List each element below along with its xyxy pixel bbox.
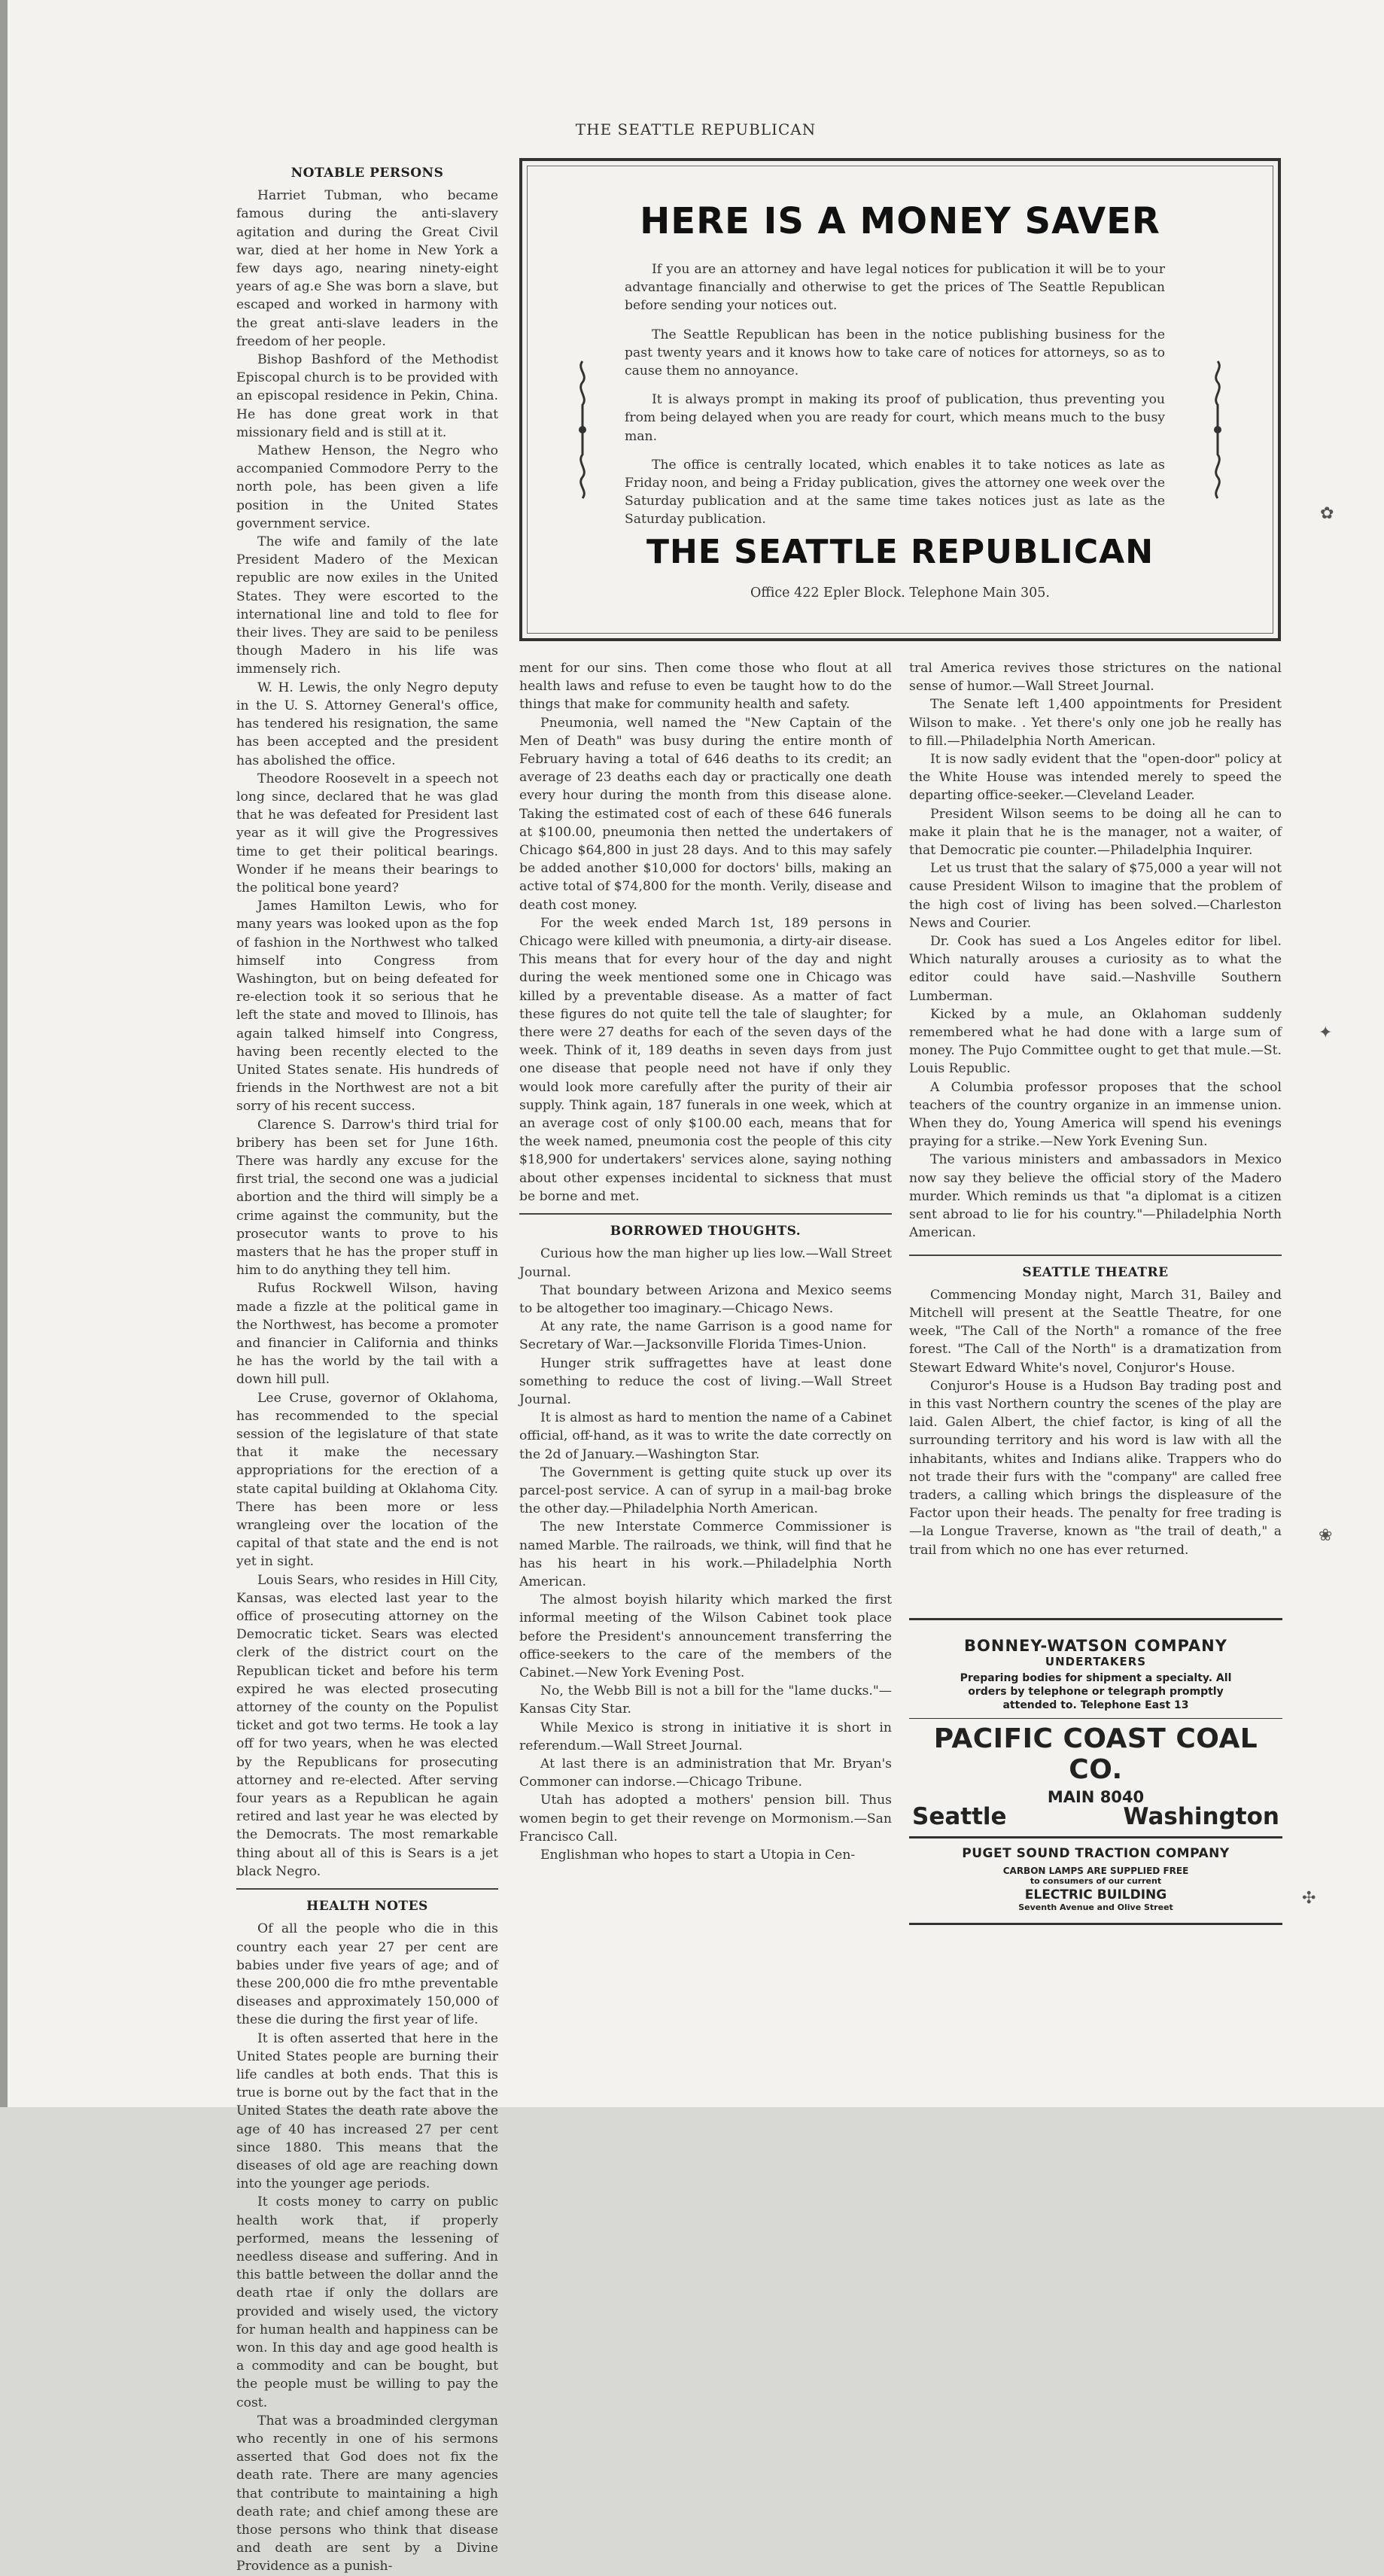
newspaper-page (8, 0, 1384, 2574)
ad-paragraph: It is always prompt in making its proof of publication, thus preventing you from being delayed when you are ready for court, which means much to the busy man. (625, 392, 1165, 444)
city: Seattle (912, 1803, 1007, 1830)
paragraph: The wife and family of the late President Madero of the Mexican republic are now exiles in the United States. They were escorted to the international line and told to flee for their lives. They are said to be peniless though Madero in his life was immensely rich. (236, 534, 498, 677)
paragraph: It is now sadly evident that the "open-door" policy at the White House was intended merely to speed the departing office-seeker.—Cleveland Leader. (909, 752, 1282, 804)
paragraph: It is often asserted that here in the United States people are burning their life candles at both ends. That this is true is borne out by the fact that in the United States the death rate above the age of 40 has increased 27 per cent since 1880. This means that the diseases of old age are reaching down into the younger age periods. (236, 2030, 498, 2192)
paragraph: At any rate, the name Garrison is a good name for Secretary of War.—Jacksonville Florida Times-Union. (519, 1319, 892, 1353)
section-title-notable: NOTABLE PERSONS (290, 166, 444, 181)
electric-building-address: Seventh Avenue and Olive Street (1018, 1902, 1173, 1912)
column-left (236, 160, 498, 2576)
paragraph: Curious how the man higher up lies low.—Wall Street Journal. (519, 1246, 892, 1280)
right-scroll-ornament-icon (1210, 358, 1225, 501)
paragraph: Let us trust that the salary of $75,000 a year will not cause President Wilson to imagine that the problem of the high cost of living has been solved.—Charleston News and Courier. (909, 861, 1282, 931)
paragraph: That was a broadminded clergyman who recently in one of his sermons asserted that God does not fix the death rate. There are many agencies that contribute to maintaining a high death rate; and chief among these are those persons who think that disease and death are sent by a Divine Providence as a punish- (236, 2413, 498, 2574)
column-middle (519, 659, 892, 1864)
paragraph: James Hamilton Lewis, who for many years was looked upon as the fop of fashion in the Northwest who talked himself into Congress from Washington, but on being defeated for re-election took it so serious that he left the state and moved to Illinois, has again talked himself into Congress, having been recently elected to the United States senate. His hundreds of friends in the Northwest are not a bit sorry of his recent success. (236, 899, 498, 1115)
paragraph: Conjuror's House is a Hudson Bay trading post and in this vast Northern country the scenes of the play are laid. Galen Albert, the chief factor, is king of all the surrounding territory and his word is law with all the inhabitants, whites and Indians alike. Trappers who do not trade their furs with the "company" are called free traders, a calling which brings the displeasure of the Factor upon their heads. The penalty for free trading is—la Longue Traverse, known as "the trail of death," a trail from which no one has ever returned. (909, 1378, 1282, 1558)
pacific-coast-coal-name: PACIFIC COAST COAL CO. (933, 1723, 1258, 1785)
paragraph: Englishman who hopes to start a Utopia in Cen- (540, 1848, 856, 1863)
paragraph: For the week ended March 1st, 189 persons in Chicago were killed with pneumonia, a dirty-air disease. This means that for every hour of the day and night during the week mentioned some one in Chicago was killed by a preventable disease. As a matter of fact these figures do not quite tell the tale of slaughter; for there were 27 deaths for each of the seven days of the week. Think of it, 189 deaths in seven days from just one disease that people need not have if only they would look more carefully after the purity of their air supply. Think again, 187 funerals in one week, which at an average cost of only $100.00 each, means that for the week named, pneumonia cost the people of this city $18,900 for undertakers' services alone, saying nothing about other expenses incidental to sickness that must be borne and met. (519, 915, 892, 1204)
money-saver-ad (519, 158, 1281, 641)
paragraph: The new Interstate Commerce Commissioner is named Marble. The railroads, we think, will find that he has his heart in his work.—Philadelphia North American. (519, 1519, 892, 1589)
puget-sound-traction-text: CARBON LAMPS ARE SUPPLIED FREE (1002, 1866, 1189, 1876)
state: Washington (1123, 1803, 1279, 1830)
section-title-borrowed: BORROWED THOUGHTS. (610, 1224, 802, 1239)
paragraph: ment for our sins. Then come those who flout at all health laws and refuse to even be taught how to do the things that make for community health and safety. (519, 661, 892, 713)
paragraph: Commencing Monday night, March 31, Bailey and Mitchell will present at the Seattle Theatre, for one week, "The Call of the North" a romance of the free forest. "The Call of the North" is a dramatization from Stewart Edward White's novel, Conjuror's House. (909, 1287, 1282, 1376)
paragraph: tral America revives those strictures on the national sense of humor.—Wall Street Journal. (909, 661, 1282, 695)
paragraph: Pneumonia, well named the "New Captain of the Men of Death" was busy during the entire month of February having a total of 646 deaths to its credit; an average of 23 deaths each day or practically one death every hour during the month from this disease alone. Taking the estimated cost of each of these 646 funerals at $100.00, pneumonia then netted the undertakers of Chicago $64,800 in just 28 days. And to this may safely be added another $10,000 for doctors' bills, making an active total of $74,800 for the month. Verily, disease and death cost money. (519, 715, 892, 913)
left-scroll-ornament-icon (575, 358, 590, 501)
column-right (909, 659, 1282, 1559)
business-ads (909, 1618, 1282, 1925)
ink-speck-icon: ✣ (1302, 1889, 1316, 1908)
paragraph: President Wilson seems to be doing all he can to make it plain that he is the manager, not a waiter, of that Democratic pie counter.—Philadelphia Inquirer. (909, 806, 1282, 859)
section-divider (236, 1888, 498, 1890)
ad-paper-name: THE SEATTLE REPUBLICAN (646, 533, 1154, 571)
bonney-watson-text: Preparing bodies for shipment a specialty. All orders by telephone or telegraph promptly attended to. Telephone East 13 (960, 1672, 1232, 1711)
paragraph: Utah has adopted a mothers' pension bill. Thus women begin to get their revenge on Mormonism.—San Francisco Call. (519, 1793, 892, 1845)
health-paragraphs (236, 1920, 498, 2575)
section-title-theatre: SEATTLE THEATRE (1022, 1264, 1169, 1280)
paragraph: Mathew Henson, the Negro who accompanied Commodore Perry to the north pole, has been given a life position in the United States government service. (236, 443, 498, 531)
ad-body (625, 260, 1165, 540)
paragraph: Kicked by a mule, an Oklahoman suddenly remembered what he had done with a large sum of money. The Pujo Committee ought to get that mule.—St. Louis Republic. (909, 1006, 1282, 1077)
ad-headline: HERE IS A MONEY SAVER (640, 200, 1160, 242)
puget-sound-traction-name: PUGET SOUND TRACTION COMPANY (962, 1846, 1230, 1861)
paragraph: Hunger strik suffragettes have at least done something to reduce the cost of living.—Wall Street Journal. (519, 1355, 892, 1407)
paragraph: It is almost as hard to mention the name of a Cabinet official, off-hand, as it was to write the date correctly on the 2d of January.—Washington Star. (519, 1410, 892, 1462)
paragraph: A Columbia professor proposes that the school teachers of the country organize in an immense union. When they do, Young America will spend his evenings praying for a strike.—New York Evening Sun. (909, 1079, 1282, 1150)
section-divider (909, 1255, 1282, 1256)
paragraph: The Senate left 1,400 appointments for President Wilson to make. . Yet there's only one job he really has to fill.—Philadelphia North American. (909, 697, 1282, 749)
ink-speck-icon: ❀ (1319, 1526, 1333, 1545)
paragraph: The almost boyish hilarity which marked the first informal meeting of the Wilson Cabinet took place before the President's announcement transferring the office-seekers to the care of the members of the Cabinet.—New York Evening Post. (519, 1592, 892, 1680)
bonney-watson-subtitle: UNDERTAKERS (1045, 1655, 1147, 1668)
paragraph: The Government is getting quite stuck up over its parcel-post service. A can of syrup in a mail-bag broke the other day.—Philadelphia North American. (519, 1464, 892, 1517)
paragraph: The various ministers and ambassadors in Mexico now say they believe the official story of the Madero murder. Which reminds us that "a diplomat is a citizen sent abroad to lie for his country."—Philadelphia North American. (909, 1152, 1282, 1241)
ad-paragraph: The Seattle Republican has been in the notice publishing business for the past twenty years and it knows how to take care of notices for attorneys, so as to cause them no annoyance. (625, 327, 1165, 379)
ad-paragraph: If you are an attorney and have legal notices for publication it will be to your advantage financially and otherwise to get the prices of The Seattle Republican before sending your notices out. (625, 262, 1165, 314)
section-title-health: HEALTH NOTES (306, 1899, 428, 1915)
puget-sound-traction-text2: to consumers of our current (1030, 1876, 1162, 1886)
paragraph: Harriet Tubman, who became famous during the anti-slavery agitation and during the Great Civil war, died at her home in New York a few days ago, nearing ninety-eight years of ag.e She was born a slave, but escaped and worked in harmony with the great anti-slave leaders in the freedom of her people. (236, 188, 498, 349)
section-divider (519, 1213, 892, 1215)
ink-speck-icon: ✦ (1319, 1023, 1333, 1042)
paragraph: Lee Cruse, governor of Oklahoma, has recommended to the special session of the legislature of that state that it make the necessary appropriations for the erection of a state capital building at Oklahoma City. There has been more or less wrangleing over the location of the capital of that state and the end is not yet in sight. (236, 1390, 498, 1570)
electric-building: ELECTRIC BUILDING (1024, 1887, 1167, 1902)
paragraph: Bishop Bashford of the Methodist Episcopal church is to be provided with an episcopal residence in Pekin, China. He has done great work in that missionary field and is still at it. (236, 352, 498, 440)
paragraph: While Mexico is strong in initiative it is short in referendum.—Wall Street Journal. (519, 1720, 892, 1753)
ad-divider (909, 1718, 1282, 1719)
pacific-coast-coal-location (909, 1803, 1282, 1836)
bonney-watson-name: BONNEY-WATSON COMPANY (964, 1637, 1227, 1655)
paragraph: Rufus Rockwell Wilson, having made a fizzle at the political game in the Northwest, has become a promoter and financier in California and thinks he has the world by the tail with a down hill pull. (236, 1281, 498, 1388)
ad-office-address: Office 422 Epler Block. Telephone Main 305. (750, 585, 1050, 601)
paragraph: Louis Sears, who resides in Hill City, Kansas, was elected last year to the office of prosecuting attorney on the Democratic ticket. Sears was elected clerk of the district court on the Republican ticket and before his term expired he was elected prosecuting attorney of the county on the Populist ticket and got two terms. He took a lay off for two years, when he was elected by the Republicans for prosecuting attorney and re-elected. After serving four years as a Republican he again retired and last year he was elected by the Democrats. The most remarkable thing about all of this is Sears is a jet black Negro. (236, 1572, 498, 1879)
page-edge (0, 0, 8, 2107)
paragraph: W. H. Lewis, the only Negro deputy in the U. S. Attorney General's office, has tendered his resignation, the same has been accepted and the president has abolished the office. (236, 680, 498, 768)
ink-speck-icon: ✿ (1320, 504, 1334, 523)
paragraph: Dr. Cook has sued a Los Angeles editor for libel. Which naturally arouses a curiosity as to what the editor could have said.—Nashville Southern Lumberman. (909, 934, 1282, 1004)
paragraph: No, the Webb Bill is not a bill for the "lame ducks."—Kansas City Star. (519, 1683, 892, 1717)
ad-divider (909, 1618, 1282, 1620)
paragraph: It costs money to carry on public health work that, if properly performed, means the lessening of needless disease and suffering. And in this battle between the dollar annd the death rtae if only the dollars are provided and wisely used, the victory for human health and happiness can be won. In this day and age good health is a commodity and can be bought, but the people must be willing to pay the cost. (236, 2194, 498, 2410)
paragraph: Clarence S. Darrow's third trial for bribery has been set for June 16th. There was hardly any excuse for the first trial, the second one was a judicial abortion and the third will simply be a crime against the community, but the prosecutor wants to prove to his masters that he has the proper stuff in him to do anything they tell him. (236, 1117, 498, 1279)
masthead: THE SEATTLE REPUBLICAN (575, 120, 817, 138)
ad-paragraph: The office is centrally located, which enables it to take notices as late as Friday noon, and being a Friday publication, gives the attorney one week over the Saturday publication and at the same time takes notices just as late as the Saturday publication. (625, 457, 1165, 528)
paragraph: Theodore Roosevelt in a speech not long since, declared that he was glad that he was defeated for President last year as it will give the Progressives time to get their political bearings. Wonder if he means their bearings to the political bone yeard? (236, 771, 498, 896)
paragraph: At last there is an administration that Mr. Bryan's Commoner can indorse.—Chicago Tribune. (519, 1756, 892, 1790)
notable-paragraphs (236, 187, 498, 1881)
paragraph: Of all the people who die in this country each year 27 per cent are babies under five years of age; and of these 200,000 die fro mthe preventable diseases and approximately 150,000 of these die during the first year of life. (236, 1921, 498, 2028)
ad-divider (909, 1923, 1282, 1925)
paragraph: That boundary between Arizona and Mexico seems to be altogether too imaginary.—Chicago News. (519, 1282, 892, 1316)
pacific-coast-coal-phone: MAIN 8040 (1047, 1788, 1145, 1806)
ad-divider (909, 1836, 1282, 1838)
